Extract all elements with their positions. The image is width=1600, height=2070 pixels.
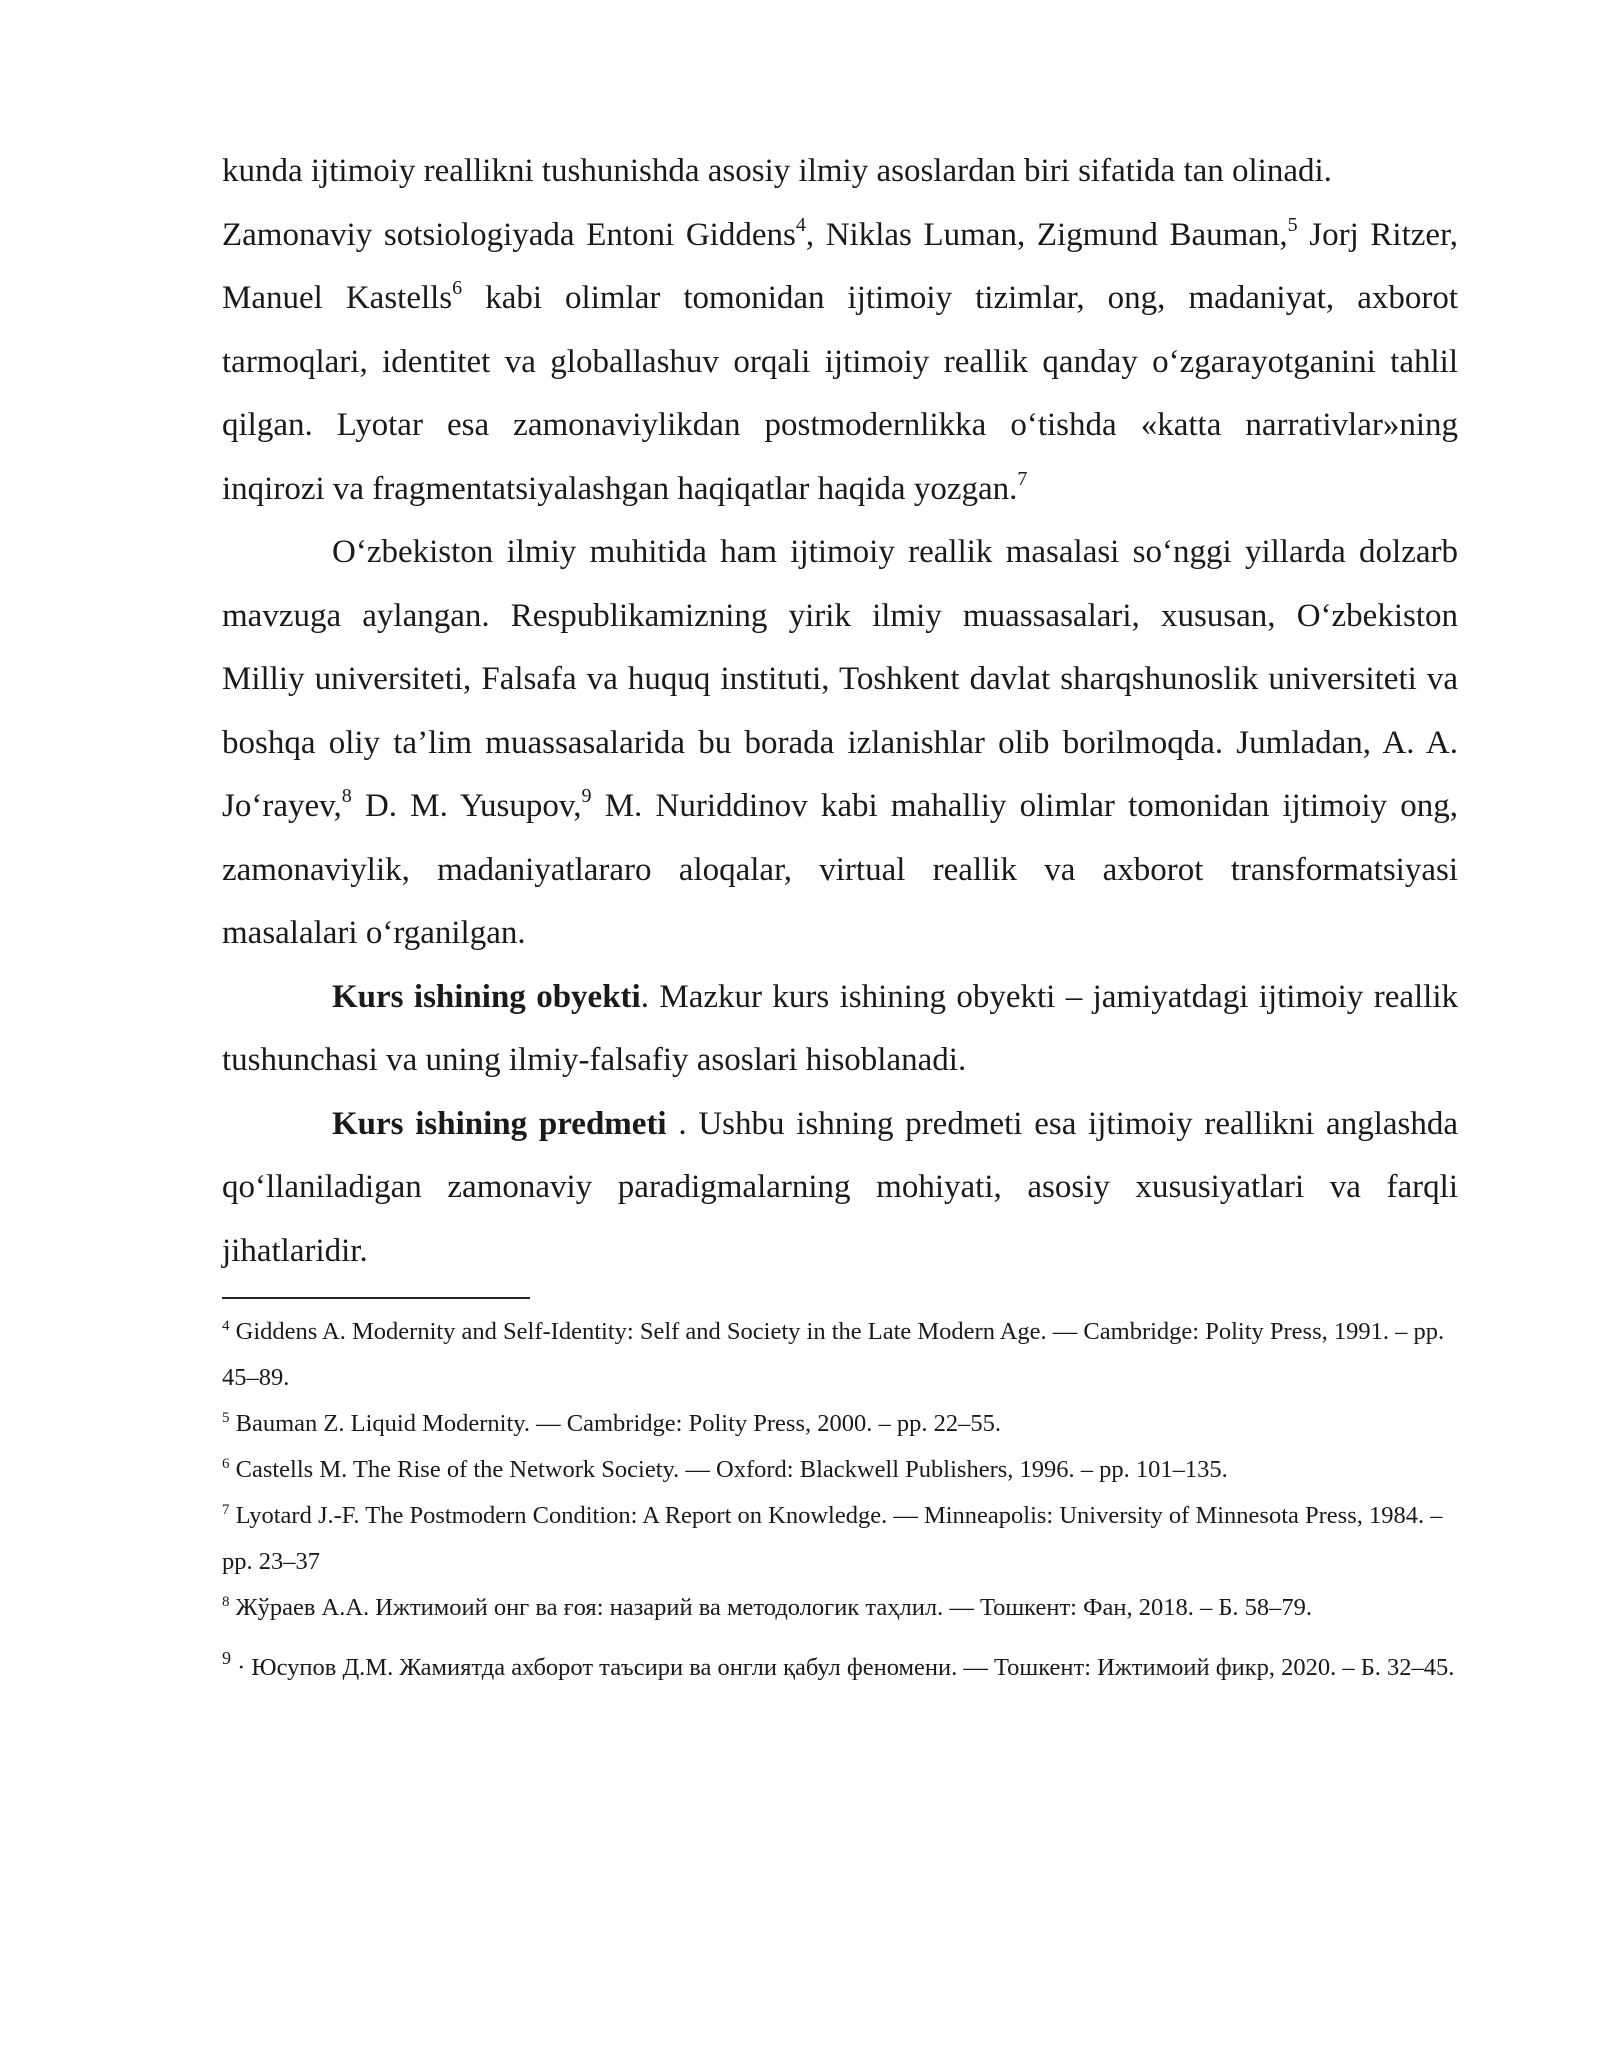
body-text — [222, 140, 1458, 1283]
object-heading: Kurs ishining obyekti — [332, 978, 641, 1015]
footnote-number: 9 — [222, 1648, 231, 1668]
paragraph-1: kunda ijtimoiy reallikni tushunishda asosiy ilmiy asoslardan biri sifatida tan olinadi. — [222, 153, 1332, 189]
footnote-number: 5 — [222, 1410, 230, 1426]
footnote-separator — [222, 1297, 530, 1299]
paragraph-2-text-d: kabi olimlar tomonidan ijtimoiy tizimlar, ong, madaniyat, axborot tarmoqlari, identitet va globallashuv orqali ijtimoiy reallik qanday o‘zgarayotganini tahlil qilgan. Lyotar esa zamonaviylikdan postmodernlikka o‘tishda «katta narrativlar»ning inqirozi va fragmentatsiyalashgan haqiqatlar haqida yozgan. — [222, 280, 1458, 507]
footnote-ref-6[interactable]: 6 — [452, 277, 463, 299]
paragraph-subject — [222, 1093, 1458, 1284]
paragraph-2 — [222, 204, 1458, 522]
subject-heading: Kurs ishining predmeti — [332, 1105, 667, 1142]
footnote-6 — [222, 1447, 1458, 1493]
footnote-4 — [222, 1309, 1458, 1401]
footnote-ref-8[interactable]: 8 — [341, 785, 352, 807]
footnote-ref-4[interactable]: 4 — [795, 213, 806, 236]
paragraph-object — [222, 966, 1458, 1093]
footnote-number: 7 — [222, 1502, 230, 1518]
footnote-5 — [222, 1401, 1458, 1447]
footnote-ref-7[interactable]: 7 — [1017, 467, 1028, 490]
paragraph-2-text-b: , Niklas Luman, Zigmund Bauman, — [805, 216, 1288, 253]
paragraph-2-text-a: Zamonaviy sotsiologiyada Entoni Giddens — [222, 216, 796, 253]
subject-text: . Ushbu ishning predmeti esa ijtimoiy reallikni anglashda qo‘llaniladigan zamonaviy paradigmalarning mohiyati, asosiy xususiyatlari va farqli jihatlaridir. — [222, 1105, 1458, 1269]
footnote-7 — [222, 1493, 1458, 1585]
paragraph-3-text-b: D. M. Yusupov, — [351, 788, 582, 824]
paragraph-2-text-c: Jorj Ritzer, Manuel Kastells — [222, 216, 1458, 316]
footnote-ref-5[interactable]: 5 — [1287, 213, 1298, 236]
footnote-8 — [222, 1585, 1458, 1631]
paragraph-3-text-a: O‘zbekiston ilmiy muhitida ham ijtimoiy reallik masalasi so‘nggi yillarda dolzarb mavzuga aylangan. Respublikamizning yirik ilmiy muassasalari, xususan, O‘zbekiston Milliy universiteti, Falsafa va huquq instituti, Toshkent davlat sharqshunoslik universiteti va boshqa oliy ta’lim muassasalarida bu borada izlanishlar olib borilmoqda. Jumladan, A. A. Jo‘rayev, — [222, 534, 1458, 824]
footnote-text: Castells M. The Rise of the Network Society. — Oxford: Blackwell Publishers, 1996. – pp. 101–135. — [229, 1456, 1228, 1483]
footnote-number: 4 — [222, 1318, 230, 1334]
footnote-number: 8 — [222, 1594, 230, 1610]
paragraph-3 — [222, 521, 1458, 966]
footnote-text: Giddens A. Modernity and Self-Identity: Self and Society in the Late Modern Age. — Cambridge: Polity Press, 1991. – pp. 45–89. — [222, 1318, 1445, 1391]
footnote-text: Bauman Z. Liquid Modernity. — Cambridge: Polity Press, 2000. – pp. 22–55. — [229, 1410, 1001, 1437]
footnote-text: Жўраев А.А. Ижтимоий онг ва ғоя: назарий ва методологик таҳлил. — Тошкент: Фан, 2018. – Б. 58–79. — [229, 1594, 1313, 1621]
footnotes — [222, 1309, 1458, 1691]
paragraph-3-text-c: M. Nuriddinov kabi mahalliy olimlar tomonidan ijtimoiy ong, zamonaviylik, madaniyatlararo aloqalar, virtual reallik va axborot transformatsiyasi masalalari o‘rganilgan. — [222, 788, 1458, 951]
document-page — [222, 140, 1458, 1691]
footnote-text: Lyotard J.-F. The Postmodern Condition: A Report on Knowledge. — Minneapolis: University of Minnesota Press, 1984. – pp. 23–37 — [222, 1502, 1443, 1575]
footnote-number: 6 — [222, 1456, 230, 1472]
footnote-ref-9[interactable]: 9 — [581, 785, 592, 807]
object-text: . Mazkur kurs ishining obyekti – jamiyatdagi ijtimoiy reallik tushunchasi va uning ilmiy-falsafiy asoslari hisoblanadi. — [222, 978, 1458, 1078]
footnote-text: · Юсупов Д.М. Жамиятда ахборот таъсири ва онгли қабул феномени. — Тошкент: Ижтимоий фикр, 2020. – Б. 32–45. — [231, 1654, 1455, 1681]
footnote-9 — [222, 1645, 1458, 1691]
